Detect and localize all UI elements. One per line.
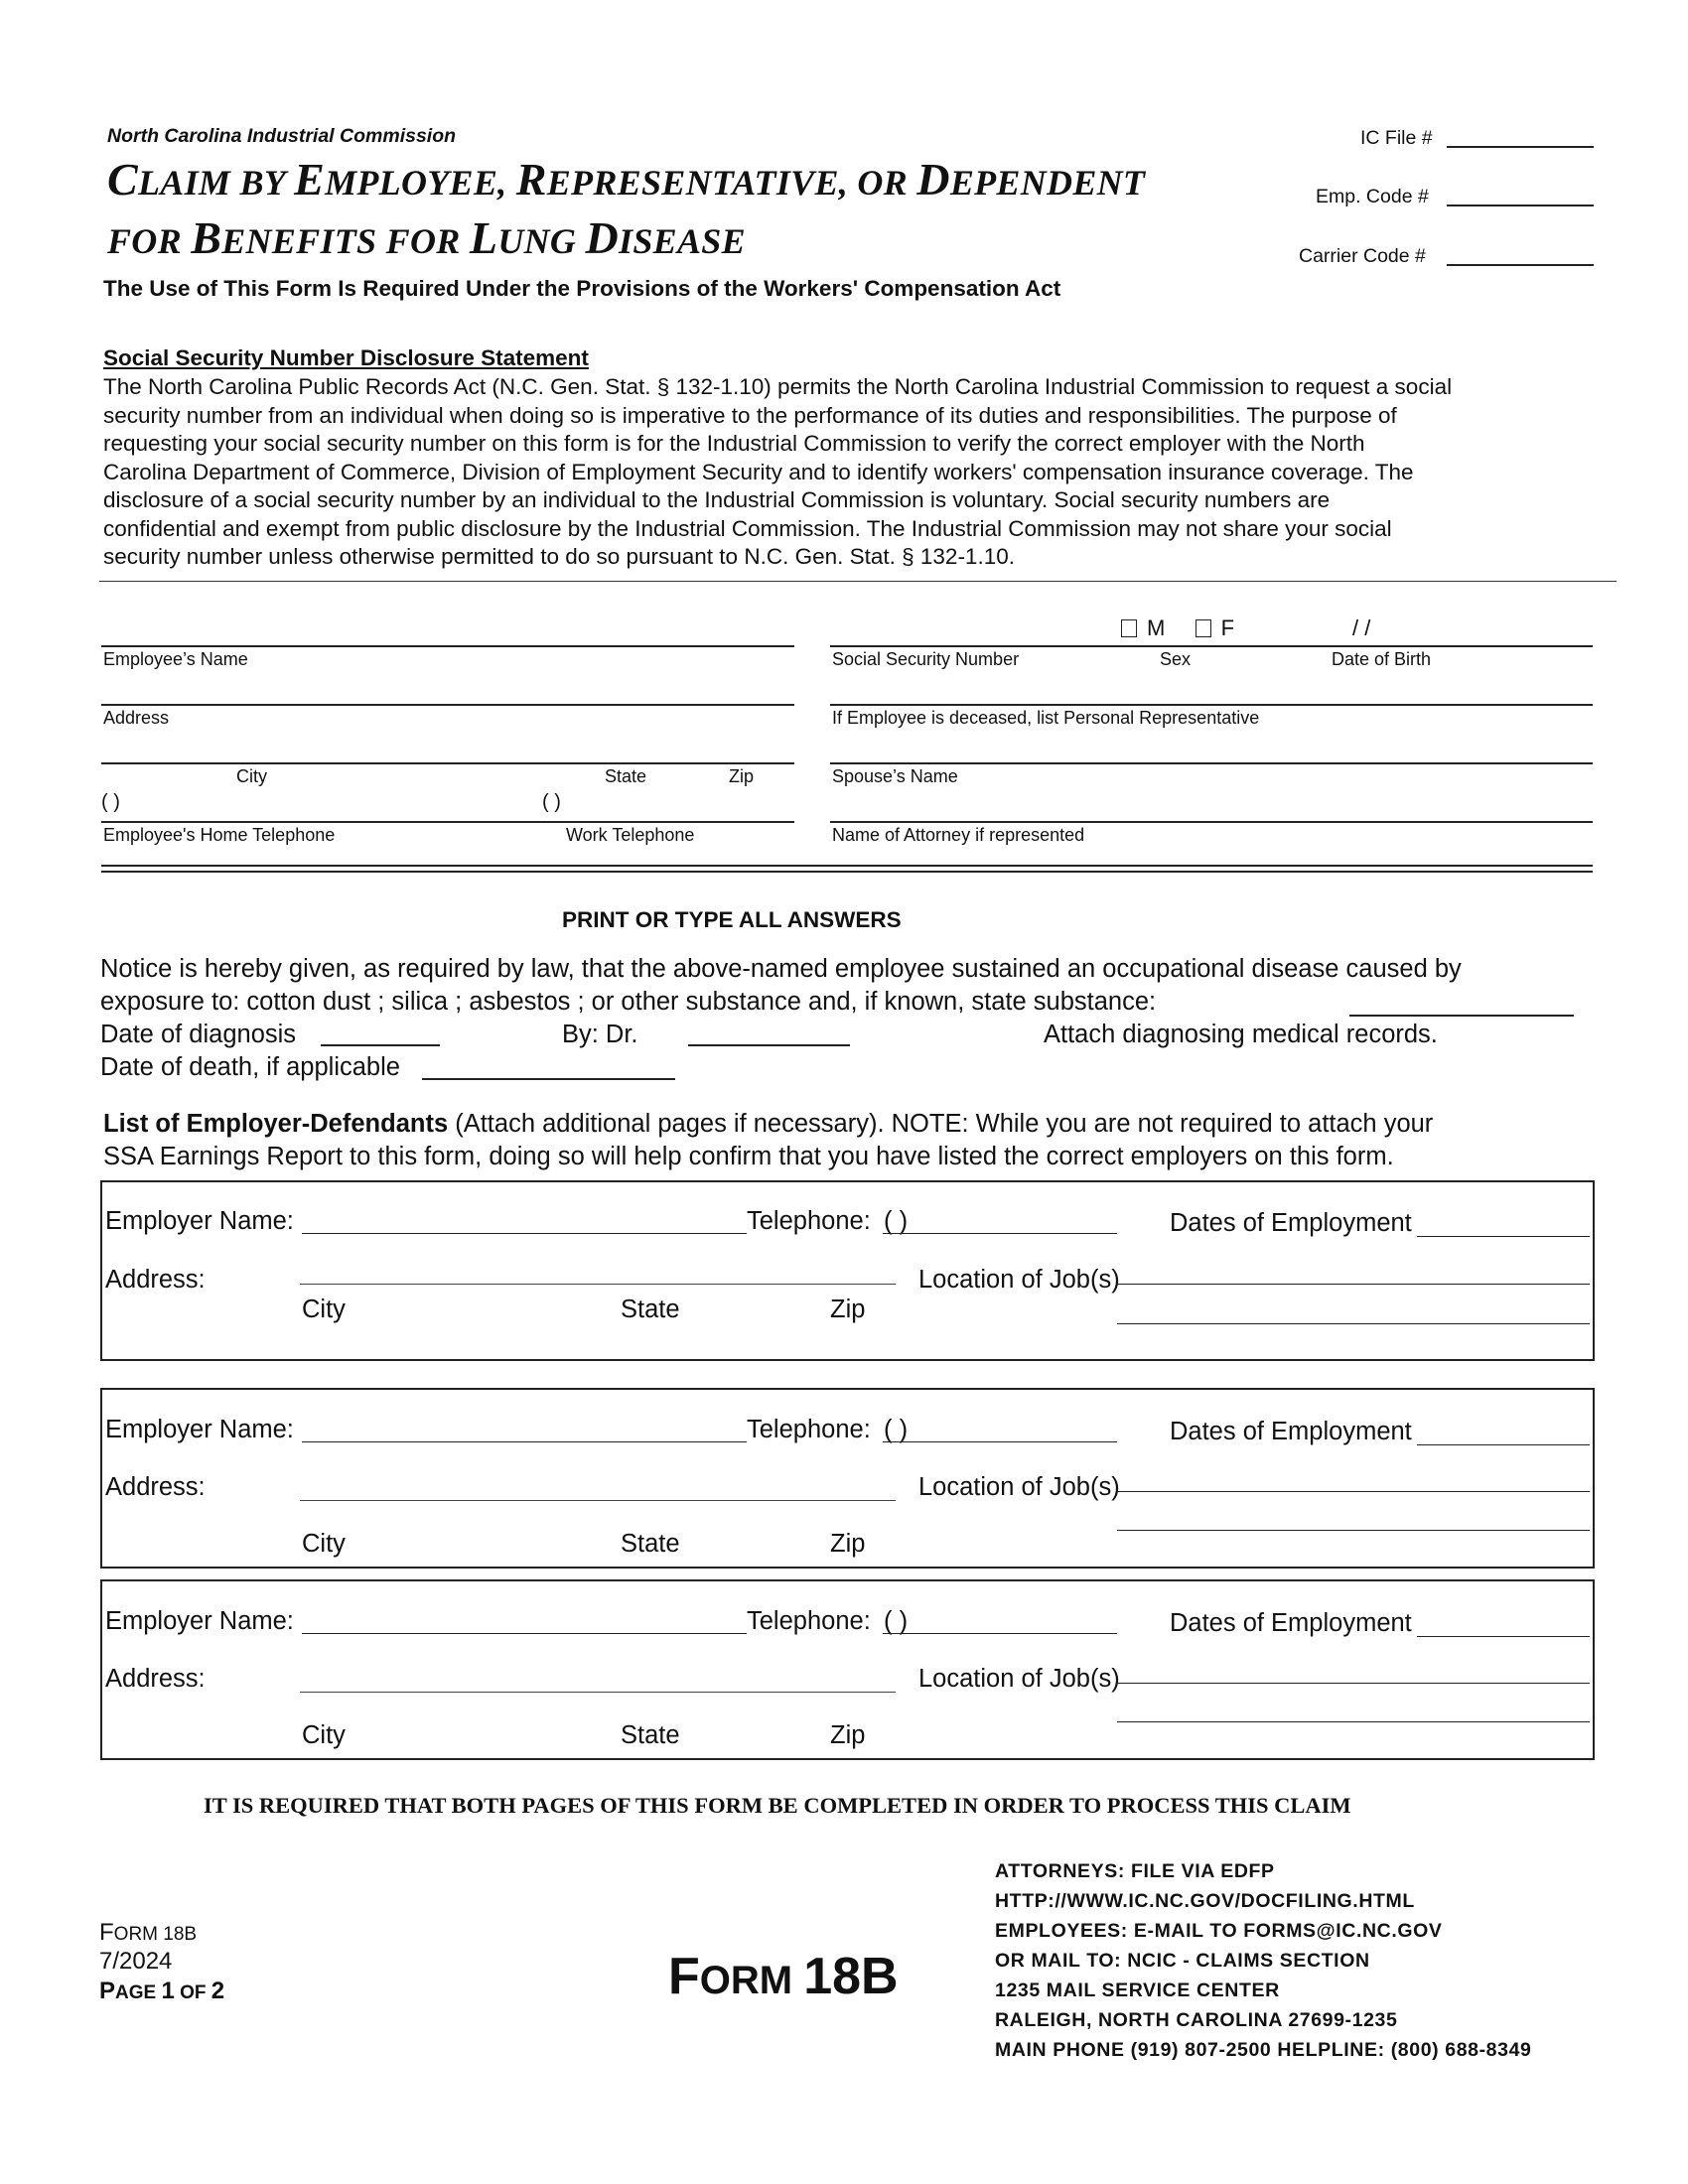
state-label: State xyxy=(621,1530,680,1558)
address-label: Address: xyxy=(105,1266,206,1294)
filing-line: ATTORNEYS: FILE VIA EDFP xyxy=(995,1860,1275,1882)
form-title-line2 xyxy=(107,211,746,264)
ssn-sex-dob-field[interactable] xyxy=(830,645,1593,647)
title-part: UNG xyxy=(497,221,586,261)
double-rule-bottom xyxy=(101,871,1593,873)
disclosure-line: requesting your social security number on this form is for the Industrial Commission to verify the correct employer with the North xyxy=(103,431,1365,456)
employers-heading-bold: List of Employer-Defendants xyxy=(103,1110,449,1138)
zip-label: Zip xyxy=(830,1721,866,1749)
filing-line: MAIN PHONE (919) 807-2500 HELPLINE: (800) 688-8349 xyxy=(995,2039,1532,2061)
dates-employment-label: Dates of Employment xyxy=(1170,1609,1412,1637)
city-label: City xyxy=(302,1530,346,1558)
section-divider xyxy=(99,581,1617,582)
location-label: Location of Job(s) xyxy=(918,1665,1120,1693)
title-part: MPLOYEE, xyxy=(325,163,516,203)
dates-employment-label: Dates of Employment xyxy=(1170,1418,1412,1445)
title-cap: C xyxy=(107,154,138,205)
city-label: City xyxy=(302,1296,346,1323)
employee-name-field[interactable] xyxy=(101,645,794,647)
telephone-label: Telephone: xyxy=(747,1207,871,1235)
work-phone-paren: ( ) xyxy=(542,791,561,813)
filing-instructions xyxy=(995,1856,1531,2065)
employer-name-label: Employer Name: xyxy=(105,1416,294,1443)
title-cap: D xyxy=(916,154,950,205)
form-title-line1 xyxy=(107,153,1145,205)
title-part: EPRESENTATIVE, OR xyxy=(546,163,917,203)
employer-address-field[interactable] xyxy=(300,1692,896,1693)
double-rule-top xyxy=(101,865,1593,867)
telephone-label: Telephone: xyxy=(747,1607,871,1635)
employer-name-label: Employer Name: xyxy=(105,1607,294,1635)
ssn-disclosure-text xyxy=(103,373,1452,572)
location-field-1[interactable] xyxy=(1117,1284,1590,1285)
state-label: State xyxy=(621,1721,680,1749)
title-part: ENEFITS FOR xyxy=(221,221,470,261)
location-field-1[interactable] xyxy=(1117,1683,1590,1684)
doctor-name-field[interactable] xyxy=(688,1044,850,1046)
attach-records-note: Attach diagnosing medical records. xyxy=(1044,1021,1438,1048)
filing-line: OR MAIL TO: NCIC - CLAIMS SECTION xyxy=(995,1950,1370,1972)
death-date-label: Date of death, if applicable xyxy=(100,1053,400,1081)
employers-heading-line2: SSA Earnings Report to this form, doing so will help confirm that you have listed the correct employers on this form. xyxy=(103,1143,1394,1170)
footer-form-id xyxy=(99,1919,197,1947)
title-part: ISEASE xyxy=(619,221,746,261)
death-date-field[interactable] xyxy=(422,1078,675,1080)
page-p: P xyxy=(99,1978,116,2004)
print-or-type-notice: PRINT OR TYPE ALL ANSWERS xyxy=(562,907,902,932)
city-label: City xyxy=(302,1721,346,1749)
filing-line: EMPLOYEES: E-MAIL TO FORMS@IC.NC.GOV xyxy=(995,1920,1443,1942)
page-1: 1 xyxy=(161,1978,175,2004)
page-age: AGE xyxy=(115,1982,162,2003)
employer-phone-field[interactable] xyxy=(883,1233,1117,1234)
sex-m-checkbox[interactable] xyxy=(1121,619,1137,637)
sex-f-checkbox[interactable] xyxy=(1196,619,1211,637)
employer-name-field[interactable] xyxy=(302,1233,747,1234)
spouse-name-field[interactable] xyxy=(830,762,1593,764)
badge-f: F xyxy=(668,1948,700,2005)
state-label: State xyxy=(605,766,647,786)
sex-m-label: M xyxy=(1147,615,1166,640)
filing-line: HTTP://WWW.IC.NC.GOV/DOCFILING.HTML xyxy=(995,1890,1415,1912)
employee-name-label: Employee’s Name xyxy=(103,649,248,669)
personal-rep-field[interactable] xyxy=(830,704,1593,706)
badge-18b: 18B xyxy=(803,1948,899,2005)
attorney-label: Name of Attorney if represented xyxy=(832,825,1085,845)
disclosure-line: The North Carolina Public Records Act (N.C. Gen. Stat. § 132-1.10) permits the North Carolina Industrial Commission to request a social xyxy=(103,374,1453,399)
employer-name-field[interactable] xyxy=(302,1633,747,1634)
location-field-2[interactable] xyxy=(1117,1721,1590,1722)
telephone-field[interactable] xyxy=(101,821,794,823)
page-of: OF xyxy=(174,1982,211,2003)
title-cap: D xyxy=(585,212,620,263)
location-field-2[interactable] xyxy=(1117,1530,1590,1531)
ic-file-field[interactable] xyxy=(1447,146,1594,148)
city-label: City xyxy=(236,766,267,786)
location-field-1[interactable] xyxy=(1117,1491,1590,1492)
personal-rep-label: If Employee is deceased, list Personal Representative xyxy=(832,708,1260,728)
title-cap: B xyxy=(191,212,222,263)
title-part: FOR xyxy=(107,221,192,261)
footer-form-rest: ORM 18B xyxy=(113,1924,198,1945)
home-phone-paren: ( ) xyxy=(101,791,120,813)
disclosure-line: security number from an individual when doing so is imperative to the performance of its duties and responsibilities. The purpose of xyxy=(103,402,1397,428)
sex-label: Sex xyxy=(1160,649,1192,669)
emp-code-label: Emp. Code # xyxy=(1316,186,1429,207)
title-part: EPENDENT xyxy=(949,163,1146,203)
form-subtitle: The Use of This Form Is Required Under the Provisions of the Workers' Compensation Act xyxy=(103,276,1061,301)
dob-separators: / / xyxy=(1352,615,1371,640)
by-dr-label: By: Dr. xyxy=(562,1021,638,1048)
state-label: State xyxy=(621,1296,680,1323)
title-part: LAIM BY xyxy=(137,163,295,203)
badge-orm: ORM xyxy=(699,1959,804,2002)
location-label: Location of Job(s) xyxy=(918,1266,1120,1294)
attorney-name-field[interactable] xyxy=(830,821,1593,823)
employer-phone-field[interactable] xyxy=(883,1441,1117,1442)
footer-form-date: 7/2024 xyxy=(99,1948,173,1975)
notice-line-2: exposure to: cotton dust ; silica ; asbestos ; or other substance and, if known, state substance: xyxy=(100,988,1157,1016)
zip-label: Zip xyxy=(729,766,755,786)
employer-phone-field[interactable] xyxy=(883,1633,1117,1634)
address-label: Address: xyxy=(105,1665,206,1693)
page-2: 2 xyxy=(211,1978,225,2004)
zip-label: Zip xyxy=(830,1530,866,1558)
employer-phone-paren: ( ) xyxy=(884,1207,909,1235)
footer-form-f: F xyxy=(99,1919,114,1946)
filing-line: 1235 MAIL SERVICE CENTER xyxy=(995,1979,1280,2001)
disclosure-line: disclosure of a social security number by an individual to the Industrial Commission is voluntary. Social security numbers are xyxy=(103,487,1331,512)
employer-name-label: Employer Name: xyxy=(105,1207,294,1235)
disclosure-line: confidential and exempt from public disclosure by the Industrial Commission. The Industrial Commission may not share your social xyxy=(103,515,1392,541)
employer-address-field[interactable] xyxy=(300,1284,896,1285)
notice-line-1: Notice is hereby given, as required by law, that the above-named employee sustained an occupational disease caused by xyxy=(100,955,1462,983)
city-state-zip-field[interactable] xyxy=(101,762,794,764)
employers-heading xyxy=(103,1110,1433,1139)
disclosure-line: security number unless otherwise permitted to do so pursuant to N.C. Gen. Stat. § 132-1.10. xyxy=(103,544,1015,569)
address-label: Address xyxy=(103,708,170,728)
address-field[interactable] xyxy=(101,704,794,706)
disclosure-line: Carolina Department of Commerce, Division of Employment Security and to identify workers' compensation insurance coverage. The xyxy=(103,459,1414,484)
dates-employment-field[interactable] xyxy=(1417,1236,1590,1237)
title-cap: R xyxy=(515,154,547,205)
sex-f-label: F xyxy=(1220,615,1235,640)
footer-form-badge xyxy=(668,1947,899,2006)
carrier-code-label: Carrier Code # xyxy=(1299,245,1426,267)
substance-field[interactable] xyxy=(1349,1015,1574,1017)
ssn-disclosure-heading: Social Security Number Disclosure Statement xyxy=(103,345,589,370)
emp-code-field[interactable] xyxy=(1447,205,1594,206)
diagnosis-date-field[interactable] xyxy=(321,1044,440,1046)
zip-label: Zip xyxy=(830,1296,866,1323)
title-cap: L xyxy=(469,212,498,263)
telephone-label: Telephone: xyxy=(747,1416,871,1443)
diagnosis-label: Date of diagnosis xyxy=(100,1021,297,1048)
dates-employment-label: Dates of Employment xyxy=(1170,1209,1412,1237)
dob-label: Date of Birth xyxy=(1332,649,1432,669)
required-notice: IT IS REQUIRED THAT BOTH PAGES OF THIS FORM BE COMPLETED IN ORDER TO PROCESS THIS CLAIM xyxy=(204,1793,1351,1818)
title-cap: E xyxy=(294,154,326,205)
ssn-label: Social Security Number xyxy=(832,649,1020,669)
location-label: Location of Job(s) xyxy=(918,1473,1120,1501)
ic-file-label: IC File # xyxy=(1360,127,1433,149)
filing-line: RALEIGH, NORTH CAROLINA 27699-1235 xyxy=(995,2009,1398,2031)
home-phone-label: Employee's Home Telephone xyxy=(103,825,336,845)
employer-address-field[interactable] xyxy=(300,1500,896,1501)
location-field-2[interactable] xyxy=(1117,1323,1590,1324)
employer-name-field[interactable] xyxy=(302,1441,747,1442)
work-phone-label: Work Telephone xyxy=(566,825,695,845)
spouse-label: Spouse’s Name xyxy=(832,766,958,786)
address-label: Address: xyxy=(105,1473,206,1501)
dates-employment-field[interactable] xyxy=(1417,1636,1590,1637)
employer-phone-paren: ( ) xyxy=(884,1607,909,1635)
footer-page-number xyxy=(99,1978,224,2005)
agency-name: North Carolina Industrial Commission xyxy=(107,125,457,147)
carrier-code-field[interactable] xyxy=(1447,264,1594,266)
sex-options xyxy=(1121,615,1234,641)
employer-phone-paren: ( ) xyxy=(884,1416,909,1443)
dates-employment-field[interactable] xyxy=(1417,1444,1590,1445)
employers-heading-rest: (Attach additional pages if necessary). NOTE: While you are not required to attach your xyxy=(448,1110,1434,1138)
